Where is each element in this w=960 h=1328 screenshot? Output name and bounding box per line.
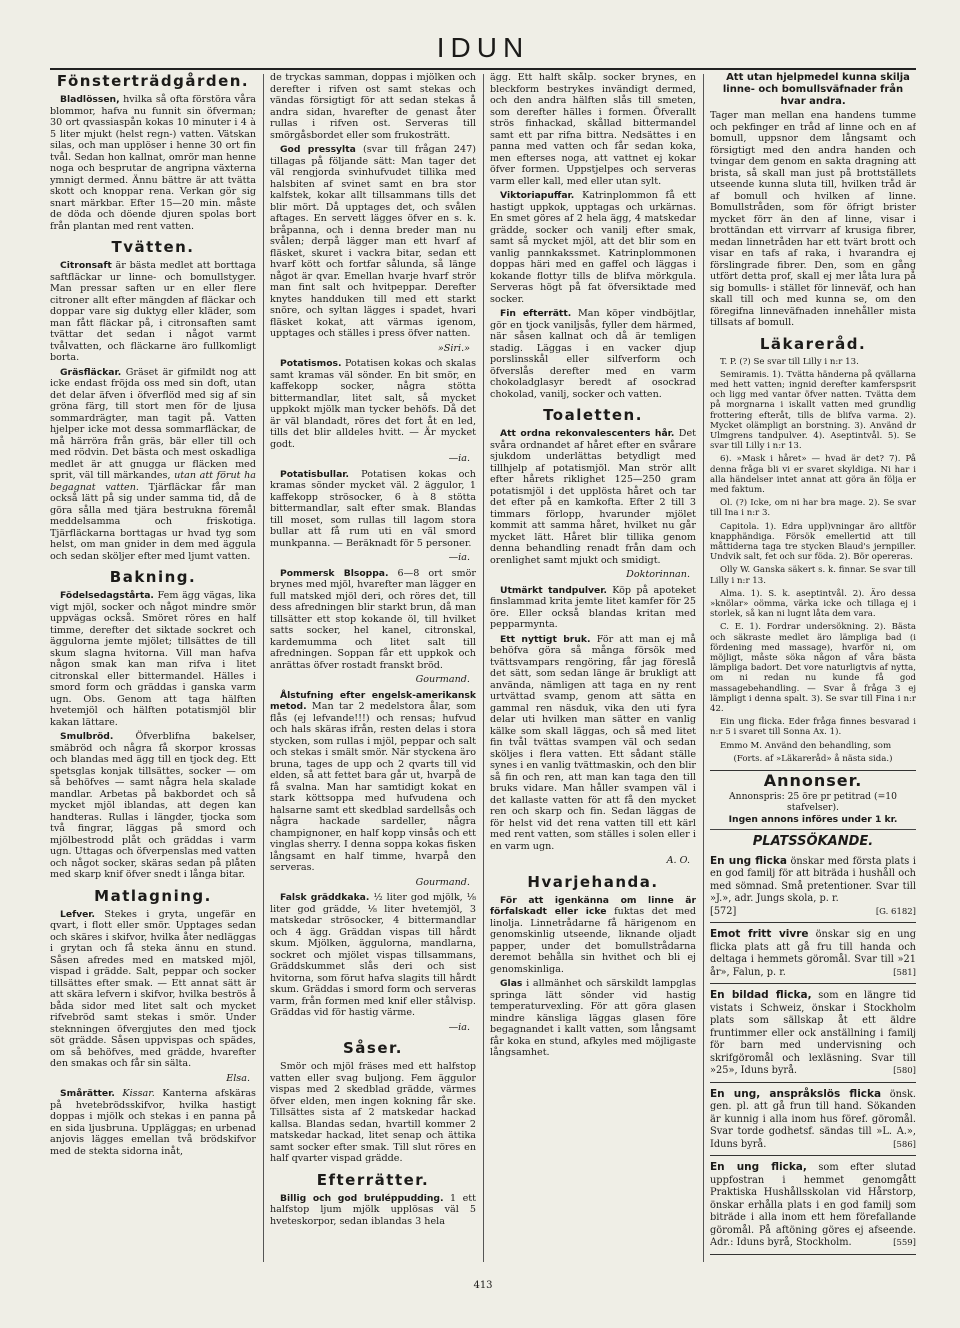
paragraph-smulbrod: Smulbröd. Öfverblifna bakelser, smäbröd och några få skorpor krossas och blandas med ägg till en tjock deg. Ett spetsglas konjak tillsättes, socker — om så behöfves — samt några hela skalade mandlar. Arbetas på bakbordet och så mycket mjöl iblandas, att degen kan handteras. Rullas i längder, tjocka som två fingrar, läggas på smord och mjölbestrodd plåt och gräddas i varm ugn. Uttagas och öfverpenslas med vatten och något socker, skäras sedan på plåten med skarp knif öfver snedt i långa bitar. [50,731,256,880]
column-2 [270,72,476,1268]
paragraph-falsk-graddkaka: Falsk gräddkaka. ½ liter god mjölk, ⅛ liter god grädde, ⅛ liter hvetemjöl, 3 matskedar strösocker, 4 bittermandlar och 4 ägg. Gräddan vispas till hårdt skum. Mjölken, äggulorna, mandlarna, sockret och mjölet vispas tillsammans, Gräddskummet slås deri och sist hvitorna, som förut hafva slagits till hårdt skum. Gräddas i smord form och serveras varm, från formen med knif eller stålvisp. Gräddas vid för hastig värme. [270,892,476,1018]
signature: A. O. [666,855,690,866]
paragraph-glas: Glas i allmänhet och särskildt lampglas springa lätt sönder vid hastig temperaturvexling. För att göra glasen mindre känsliga läggas glasen före begagnandet i kallt vatten, som långsamt får koka en stund, afkyles med möjligaste långsamhet. [490,978,696,1058]
lakarerad-answers [710,357,916,765]
signature: Gourmand. [415,876,470,888]
section-heading-lakarerad: Läkareråd. [759,334,867,353]
answer-item: Ein ung flicka. Eder fråga finnes besvarad i n:r 5 i svaret till Sonna Ax. 1). [710,717,916,738]
answer-item: Emmo M. Använd den behandling, som [720,740,892,751]
column-4 [710,72,916,1268]
ad-minimum-note: Ingen annons införes under 1 kr. [728,813,898,825]
paragraph-potatismos: Potatismos. Potatisen kokas och skalas samt kramas väl sönder. En bit smör, en kaffekopp socker, några stötta bittermandlar, litet salt, så mycket uppkokt mjölk man tycker behöfs. Då det är väl blandadt, röres det fort åt en led, tills det blir alldeles hvitt. — Är mycket godt. [270,358,476,450]
divider [710,829,916,830]
section-heading-efterratter: Efterrätter. [316,1170,430,1189]
paragraph-smaratter: Smårätter. Kissar. Kanterna afskäras på hvetebrödsskifvor, hvilka hastigt doppas i mjölk och stekas i en panna på en sida ljusbruna. Uppläggas; en urbenad anjovis lägges emellan två brödskifvor med de stekta sidorna inåt, [50,1088,256,1157]
answer-item: C. E. 1). Fordrar undersökning. 2). Bästa och säkraste medlet äro lämpliga bad (i fördening med massage), hvarför ni, om möjligt, måste söka någon af våra bästa lämpliga badort. Det vore naturligtvis af nytta, om ni redan nu kunde få god massagebehandling. — Svar å fråga 3 ej lämpligt i denna spalt. 3). Se svar till Fina i n:r 42. [710,622,916,714]
signature: —ia. [448,453,470,464]
answer-item: Semiramis. 1). Tvätta händerna på qvällarna med hett vatten; ingnid derefter kamferspsrit och ligg med vantar öfver natten. Tvätta dem på morgnarna i iskallt vatten med grundlig frottering efteråt, tills de blifva varma. 2). Mycket olämpligt an borstning. 3). Använd dr Ulmgrens tandpulver. 4). Aseptintvål. 5). Se svar till Lilly i n:r 13. [710,369,916,452]
paragraph-lefver: Lefver. Stekes i gryta, ungefär en qvart, i flott eller smör. Upptages sedan och skäres i skifvor, hvilka åter nedläggas i grytan och få steka ännu en stund. Såsen afredes med en matsked mjöl, vispad i grädde. Salt, peppar och socker tillsättes efter smak. — Ett annat sätt är att skära lefvern i skifvor, hvilka beströs å båda sidor med litet salt och mycket rifvebröd samt stekas i smör. Under steknningen öfvergjutes den med tjock söt grädde. Såsen uppvispas och spädes, om så behöfves, med grädde, hvarefter den smakas och får sin sälta. [50,908,256,1069]
column-divider [483,74,484,1262]
continuation-note: (Forts. af »Läkareråd» å nästa sida.) [733,753,893,764]
masthead [50,28,916,70]
signature: —ia. [448,552,470,563]
answer-item: 6). »Mask i håret» — hvad är det? 7). På denna fråga bli vi er svaret skyldiga. Ni har i alla händelser intet annat att göra än följa er med faktum. [710,454,916,495]
section-heading-toaletten: Toaletten. [543,406,643,424]
paragraph-pudding: Billig och god bruléppudding. 1 ett halfstop ljum mjölk upplösas väl 5 hveteskorpor, sedan iblandas 3 hela [270,1192,476,1227]
paragraph-linne-bomull: Tager man mellan ena handens tumme och pekfinger en tråd af linne och en af bomull, uppsnor dem långsamt och försigtigt med den andra handen och tvingar dem genom en sakta dragning att brista, så skall man just på brottställets utseende kunna sluta till, hvilken tråd är af bomull och hvilken af linne. Bomullstråden, som för öfrigt brister mycket förr än den af linne, visar i brottändan ett virrvarr af krusiga fibrer, medan linnetråden har ett tvärt brott och visar en tafs af raka, i hvarandra ej förslingrade fibrer. Den, som en gång utfört detta prof, skall ej mer låta lura på sig bomulls- i stället för linneväf, och han skall till och med kunna se, om den föregifna linneväfnaden innehåller mista tillsats af bomull. [710,110,916,328]
signature: Elsa. [226,1072,250,1084]
column-3 [490,72,696,1268]
section-heading-annonser: Annonser. [763,771,863,791]
section-heading-hvarjehanda: Hvarjehanda. [527,872,659,891]
masthead-title: IDUN [436,32,530,63]
paragraph-citronsaft: Citronsaft är bästa medlet att borttaga saftfläckar ur linne- och bomullstyger. Man pressar saften ur en eller flere citroner allt efter mängden af fläckar och doppar vare sig duktyg eller kläder, som man fått fläckar på, i citronsaften samt tvättar det sedan i något varmt tvålvatten, och fläckarne äro fullkomligt borta. [50,260,256,363]
paragraph-tandpulver: Utmärkt tandpulver. Köp på apoteket finslammad krita jemte litet kamfer för 25 öre. Eller också blandas kritan med pepparmynta. [490,584,696,630]
signature: »Siri.» [437,342,470,354]
paragraph-continued: ägg. Ett halft skålp. socker brynes, en bleckform bestrykes invändigt dermed, och den andra hälften slås till smeten, som derefter hälles i formen. Öfverallt strös finhackad, skållad bittermandel samt ett par rifna bittra. Nedsättes i en panna med vatten och får sedan koka, men efterses noga, att vattnet ej kokar öfver formen. Uppstjelpes och serveras varm eller kall, med eller utan sylt. [490,72,696,187]
classified-ad: Emot fritt vivre önskar sig en ung flicka plats att gå fru till handa och deltaga i hemmets göromål. Svar till »21 år», Falun, p. r. [581] [710,925,916,984]
section-heading-bakning: Bakning. [109,568,197,586]
paragraph-viktoriapuffar: Viktoriapuffar. Katrinplommon få ett hastigt uppkok, upptagas och urkärnas. En smet göres af 2 hela ägg, 4 matskedar grädde, socker och vanilj efter smak, samt så mycket mjöl, att det blir som en vanlig pannkakssmet. Katrinplommonen doppas häri med en gaffel och läggas i kokande flottyr tills de blifva mörkgula. Serveras högt på fat öfversiktade med socker. [490,190,696,305]
classified-ad: En ung flicka önskar med första plats i en god familj för att biträda i hushåll och med sömnad. Små pretentioner. Svar till »J.», adr. Jungs skola, p. r. [572] [G. 6182] [710,852,916,924]
paragraph-grasflackar: Gräsfläckar. Gräset är gifmildt nog att icke endast fröjda oss med sin doft, utan det delar äfven i öfverflöd med sig af sin gröna färg, till stort men för de ljusa sommardrägter, man tagit på. Vatten hjelper icke mot dessa sommarfläckar, de må härröra från gräs, bär eller till och med rödvin. Det bästa och mest oskadliga medlet är att gnugga ur fläcken med sprit, väl till märkandes, utan att förut ha begagnat vatten. Tjärfläckar får man också lätt på sig under samma tid, då de göra sålla med tjära bestrukna föremål meddelsamma och friskotiga. Tjärfläckarna borttagas ur hvad tyg som helst, om man gnider in dem med äggula och sedan sköljer efter med ljumt vatten. [50,366,256,562]
paragraph-alstufning: Ålstufning efter engelsk-amerikansk metod. Man tar 2 medelstora ålar, som flås (ej lefvande!!!) och rensas; hufvud och hals skäras ifrån, resten delas i stora stycken, som rullas i mjöl, peppar och salt och stekas i smält smör. När styckena äro bruna, tages de upp och 2 qvarts till vid elden, så att fettet bara går ut, hvarpå de få svalna. Man har samtidigt kokat en stark köttsoppa med hufvudena och halsarne samt ett skedblad sardellsås och några hackade sardeller, några champignoner, en half kopp vinsås och ett vinglas sherry. I denna soppa kokas fisken långsamt en half timme, hvarpå den serveras. [270,689,476,873]
section-heading-matlagning: Matlagning. [94,886,212,905]
answer-item: Alma. 1). S. k. aseptintvål. 2). Äro dessa »knölar» oömma, värka icke och tillaga ej i storlek, så kan ni lugnt låta dem vara. [710,588,916,620]
paragraph-saser: Smör och mjöl fräses med ett halfstop vatten eller svag buljong. Fem äggulor vispas med 2 skedblad grädde, värmes öfver elden, men ingen kokning får ske. Tillsättes sista af 2 matskedar hackad kallsa. Blandas sedan, hvartill kommer 2 matskedar hackad, litet senap och ättika samt socker efter smak. Till slut röres en half qvarter vispad grädde. [270,1061,476,1164]
signature: Gourmand. [415,674,470,685]
page-number: 413 [473,1280,493,1291]
paragraph-bladlossen: Bladlössen, hvilka så ofta förstöra våra blommor, hafva nu funnit sin öfverman; 30 ort qvassiaspån kokas 10 minuter i 4 à 5 liter mjukt (helst regn-) vatten. Vätskan silas, och man upplöser i henne 30 ort fin tvål. Sedan hon kallnat, omrör man henne noga och besprutar de angripna växterna ymnigt dermed. Ännu bättre är att tvätta skott och knoppar rena. Verkan gör sig snart märkbar. Efter 15—20 min. måste de döda och döende djuren spolas bort från plantan med rent vatten. [50,94,256,232]
paragraph-nyttigt-bruk: Ett nyttigt bruk. För att man ej må behöfva göra så många försök med tvättsvampars rengöring, får jag föreslå det sätt, som sedan länge är brukligt att använda, nämligen att taga en ny rent urtvättad svamp, genom att sätta en gammal ren näsduk, vika den uti fyra delar uti hvilken man sätter en vanlig kälke som skall läggas, och så med litet fin tvål tvättas svampen väl och sedan sköljes i flera vatten. Ett sådant ställe synes i en vanlig tvättmaskin, och den blir så fin och ren, att man kan taga den till bruks vidare. Man håller svampen väl i det kallaste vatten för att få den mycket ren och skarp och fin. Sedan läggas de för helst vid det rena vatten till ett kärl med rent vatten, som ställes i solen eller i en varm ugn. [490,633,696,852]
ad-category-platssokande: PLATSSÖKANDE. [752,834,874,850]
section-heading-fonstertradgarden: Fönsterträdgården. [56,72,250,90]
paragraph-olsoppa: Pommersk Blsoppa. 6—8 ort smör brynes med mjöl, hvarefter man lägger en full matsked mjöl deri, och röres det, till dess afredningen blir starkt brun, då man tillsätter ett stop kokande öl, till hvilket satts socker, hel kanel, citronskal, kardemumma och litet salt till afredningen. Soppan får ett uppkok och anrättas öfver rostadt franskt bröd. [270,567,476,671]
paragraph-rekonvalescenter: Att ordna rekonvalescenters hår. Det svåra ordnandet af håret efter en svårare sjukdom underlättas betydligt med tillhjelp af potatismjöl. Man strör allt efter hårets riklighet 125—250 gram potatismjöl i det upplösta håret och tar det efter på en kamkofta. Efter 2 till 3 timmars förlopp, hvarunder mjölet kommit att samma håret, hvilket nu går mycket lätt. Håret blir tillika genom denna behandling renadt från dam och orenlighet samt mjukt och smidigt. [490,428,696,566]
classified-ad: En ung flicka, som efter slutad uppfostran i hemmet genomgått Praktiska Hushållsskolan vid Hårstorp, önskar erhålla plats i en god familj som biträde i alla inom ett hem förefallande göromål. På aftöning göres ej afseende. Adr.: Iduns byrå, Stockholm. [559] [710,1158,916,1255]
classified-ad: En bildad flicka, som en längre tid vistats i Schweiz, önskar i Stockholm plats som sällskap åt ett äldre fruntimmer eller ock anställning i familj för barn med undervisning och skrifgöromål och lexläsning. Svar till »25», Iduns byrå. [580] [710,986,916,1083]
paragraph-fin-efterratt: Fin efterrätt. Man köper vindböjtlar, gör en tjock vaniljsås, fyller dem härmed, när såsen kallnat och då är temligen stadig. Läggas i en vacker djup porslinsskål eller silfverform och öfverslås derefter med en varm chokoladglasyr beredt af osockrad chokolad, vanilj, socker och vatten. [490,308,696,400]
signature: —ia. [448,1021,470,1033]
classified-ad: En ung, anspråkslös flicka önsk. gen. pl. att gå frun till hand. Sökanden är kunnig i alla inom hus föref. göromål. Svar torde godhetsf. sändas till »L. A.», Iduns byrå. [586] [710,1085,916,1157]
answer-item: T. P. (?) Se svar till Lilly i n:r 13. [720,356,859,367]
paragraph-linne: För att igenkänna om linne är förfalskadt eller icke fuktas det med linolja. Linnetrådarne få härigenom en genomskinlig utseende, liknande oljadt papper, under det bomullstrådarna deremot behålla sin hvithet och bli ej genomskinliga. [490,894,696,975]
paragraph-potatisbullar: Potatisbullar. Potatisen kokas och kramas sönder mycket väl. 2 äggulor, 1 kaffekopp strösocker, 6 à 8 stötta bittermandlar, salt efter smak. Blandas till moset, som rullas till lagom stora bullar att få rum uti en väl smord munkpanna. — Beräknadt för 5 personer. [270,468,476,549]
column-divider [263,74,264,1262]
ad-price-note: Annonspris: 25 öre pr petitrad (=10 stafvelser). [729,790,897,814]
article-columns [50,72,916,1272]
newspaper-page [50,28,916,1308]
answer-item: Olly W. Ganska säkert s. k. finnar. Se svar till Lilly i n:r 13. [710,565,916,586]
paragraph-pressylta: God pressylta (svar till frågan 247) tillagas på följande sätt: Man tager det väl rengjorda svinhufvudet tillika med halsbiten af svinet samt en bra stor kalfstek, kokar allt tillsammans tills det blir mört. Då upptages det, och svålen aftages. En servett lägges öfver en s. k. bråpanna, och i denna breder man nu svålen; derpå lägger man ett hvarf af fläsket, skuret i vackra bitar, sedan ett hvarf kött och fortfar sålunda, så länge något är qvar. Emellan hvarje hvarf strör man fint salt och hvitpeppar. Derefter knytes handduken till med ett starkt snöre, och syltan lägges i spadet, hvari fläsket kokat, att värmas igenom, upptages och ställes i press öfver natten. [270,144,476,339]
paragraph-continued: de tryckas samman, doppas i mjölken och derefter i rifven ost samt stekas och vändas försigtigt för att sedan stekas å andra sidan, hvarefter de genast åter rullas i rifven ost. Serveras till smörgåsbordet eller som frukosträtt. [270,72,476,141]
answer-item: Ol. (?) Icke, om ni har bra mage. 2). Se svar till Ina i n:r 3. [710,498,916,519]
paragraph-fodelsedagstarta: Födelsedagstårta. Fem ägg vägas, lika vigt mjöl, socker och något mindre smör uppvägas också. Smöret röres en half timme, derefter det siktade sockret och äggulorna jemte mjölet; tillsättes de till skum slagna hvitorna. Vill man hafva någon smak kan man rifva i litet citronskal eller bittermandel. Hälles i smord form och gräddas i ganska varm ugn. Obs. Genom att taga hälften hvetemjöl och hälften potatismjöl blir kakan lättare. [50,590,256,728]
answer-item: Capitola. 1). Edra uppl)vningar äro alltför knapphändiga. Försök emellertid att till måttiderna taga tre stycken Blaud's jernpiller. Undvik salt, fet och sur föda. 2). Bör opereras. [710,521,916,563]
signature: Doktorinnan. [626,569,690,580]
section-heading-tvatten: Tvätten. [111,238,195,256]
section-heading-saser: Såser. [343,1039,403,1057]
column-1 [50,72,256,1268]
article-heading-linne-bomull: Att utan hjelpmedel kunna skilja linne- och bomullsväfnader från hvar andra. [722,72,910,107]
column-divider [703,74,704,1262]
